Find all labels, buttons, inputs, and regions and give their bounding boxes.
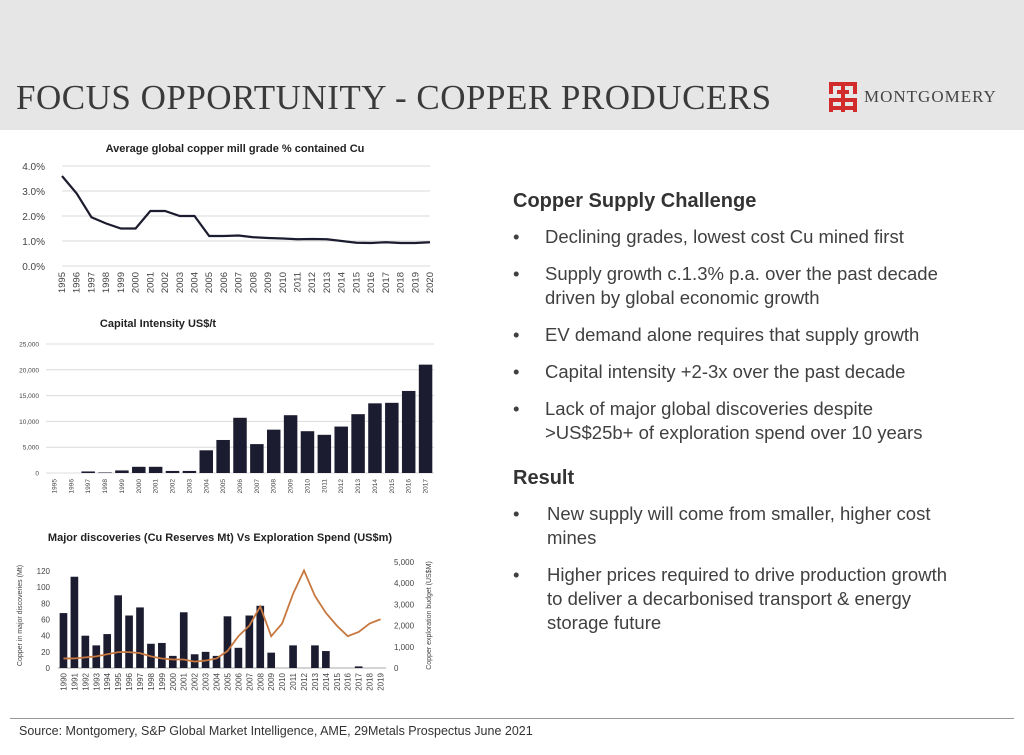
- capital-intensity-chart: [10, 315, 440, 500]
- x-tick-label: 1995: [114, 673, 124, 691]
- capital-intensity-bar: [385, 403, 398, 473]
- x-tick-label: 2016: [343, 673, 353, 691]
- x-tick-label: 1996: [68, 479, 76, 494]
- x-tick-label: 2005: [223, 673, 233, 691]
- capital-intensity-bar: [351, 414, 364, 473]
- y-tick-label: 25,000: [19, 341, 39, 349]
- x-tick-label: 1996: [71, 272, 83, 294]
- bullet-text-line: EV demand alone requires that supply growth: [545, 324, 920, 345]
- x-tick-label: 2006: [234, 673, 244, 691]
- y-tick-label: 5,000: [22, 444, 39, 452]
- bullet-dot: •: [513, 398, 520, 419]
- y-tick-label: 10,000: [19, 418, 39, 426]
- mill-grade-chart-title: Average global copper mill grade % contained Cu: [105, 143, 365, 155]
- x-tick-label: 2012: [307, 272, 319, 294]
- y2-tick-label: 3,000: [394, 600, 415, 610]
- x-tick-label: 1997: [86, 272, 98, 294]
- capital-intensity-bar: [318, 435, 331, 473]
- logo-text: MONTGOMERY: [864, 87, 997, 106]
- x-tick-label: 2008: [248, 272, 260, 294]
- discovery-bar: [267, 653, 275, 668]
- bullet-text-line: Capital intensity +2-3x over the past decade: [545, 361, 906, 382]
- x-tick-label: 1992: [81, 673, 91, 691]
- discoveries-vs-spend-chart-svg: [10, 525, 440, 710]
- y2-tick-label: 0: [394, 664, 399, 673]
- x-tick-label: 1993: [92, 673, 102, 691]
- discovery-bar: [71, 577, 79, 668]
- x-tick-label: 1997: [136, 673, 145, 691]
- bullet-item: [513, 502, 1003, 550]
- y-axis-label: Copper in major discoveries (Mt): [17, 564, 24, 667]
- y-tick-label: 20: [41, 647, 50, 657]
- source-note: Source: Montgomery, S&P Global Market Intelligence, AME, 29Metals Prospectus June 2021: [19, 724, 533, 738]
- x-tick-label: 1995: [57, 272, 68, 294]
- mill-grade-chart: [10, 138, 440, 298]
- bullet-text-line: Declining grades, lowest cost Cu mined first: [545, 226, 904, 247]
- x-tick-label: 2001: [179, 673, 189, 691]
- x-tick-label: 2012: [338, 479, 346, 494]
- x-tick-label: 1998: [101, 272, 113, 294]
- x-tick-label: 2013: [355, 479, 363, 494]
- y-tick-label: 0: [35, 470, 39, 478]
- y-tick-label: 2.0%: [22, 212, 45, 223]
- x-tick-label: 2012: [300, 673, 309, 691]
- result-heading: Result: [513, 467, 575, 489]
- x-tick-label: 2008: [256, 673, 266, 691]
- y2-axis-label: Copper exploration budget (US$M): [426, 561, 433, 670]
- discovery-bar: [246, 616, 254, 669]
- bullet-text-line: Supply growth c.1.3% p.a. over the past decade: [545, 263, 938, 284]
- supply-challenge-list: [513, 225, 1003, 445]
- discovery-bar: [125, 616, 133, 669]
- header-band: [0, 0, 1024, 130]
- x-tick-label: 2019: [410, 272, 422, 294]
- x-tick-label: 1999: [157, 673, 167, 691]
- x-tick-label: 2011: [289, 673, 299, 691]
- y-tick-label: 0: [45, 664, 50, 673]
- bullet-dot: •: [513, 263, 520, 284]
- capital-intensity-bar: [250, 444, 263, 473]
- x-tick-label: 1998: [102, 479, 110, 494]
- bullet-text-line: Lack of major global discoveries despite: [545, 398, 874, 419]
- capital-intensity-bar: [149, 467, 162, 473]
- x-tick-label: 2010: [304, 479, 312, 494]
- bullet-dot: •: [513, 324, 520, 345]
- capital-intensity-bar: [183, 471, 196, 473]
- y-tick-label: 0.0%: [22, 262, 45, 273]
- bullet-text-line: storage future: [547, 612, 662, 633]
- montgomery-logo: [828, 80, 997, 114]
- bullet-text-line: >US$25b+ of exploration spend over 10 years: [545, 422, 923, 443]
- capital-intensity-bar: [368, 403, 381, 473]
- mill-grade-chart-svg: [10, 138, 440, 298]
- x-tick-label: 2000: [168, 673, 178, 691]
- y2-tick-label: 1,000: [394, 642, 415, 652]
- x-tick-label: 2018: [365, 673, 375, 691]
- x-tick-label: 2002: [190, 673, 200, 691]
- x-tick-label: 1994: [103, 673, 113, 691]
- commentary-panel: [513, 190, 1003, 635]
- capital-intensity-bar: [216, 440, 229, 473]
- x-tick-label: 2015: [388, 479, 396, 494]
- y2-tick-label: 2,000: [394, 621, 415, 631]
- bullet-text-line: Higher prices required to drive production growth: [547, 564, 948, 585]
- x-tick-label: 2010: [278, 673, 288, 691]
- capital-intensity-bar: [402, 391, 415, 473]
- result-list: [513, 502, 1003, 635]
- x-tick-label: 2003: [186, 479, 194, 494]
- capital-intensity-bar: [98, 472, 111, 473]
- footer-divider: [10, 718, 1014, 719]
- x-tick-label: 1999: [115, 272, 127, 294]
- discovery-bar: [224, 616, 232, 668]
- x-tick-label: 2005: [220, 479, 228, 494]
- bullet-item: [513, 397, 1003, 445]
- y-tick-label: 3.0%: [22, 187, 45, 198]
- y-tick-label: 120: [36, 567, 50, 577]
- bullet-item: [513, 262, 1003, 310]
- x-tick-label: 2007: [253, 479, 261, 494]
- x-tick-label: 2002: [169, 479, 177, 494]
- bullet-item: [513, 323, 1003, 347]
- x-tick-label: 2011: [292, 272, 304, 293]
- capital-intensity-chart-svg: [10, 315, 440, 500]
- x-tick-label: 2015: [332, 673, 342, 691]
- capital-intensity-bar: [115, 470, 128, 473]
- capital-intensity-bar: [301, 431, 314, 473]
- x-tick-label: 2006: [237, 479, 244, 494]
- discovery-bar: [235, 648, 243, 668]
- capital-intensity-bar: [284, 415, 297, 473]
- x-tick-label: 2018: [395, 272, 407, 294]
- bullet-dot: •: [513, 564, 520, 585]
- x-tick-label: 2014: [321, 673, 331, 691]
- discovery-bar: [289, 645, 297, 668]
- x-tick-label: 2000: [135, 479, 143, 494]
- x-tick-label: 1991: [70, 673, 80, 691]
- capital-intensity-chart-title: Capital Intensity US$/t: [99, 318, 217, 330]
- bullet-item: [513, 563, 1003, 635]
- capital-intensity-bar: [267, 430, 280, 473]
- x-tick-label: 2008: [270, 479, 278, 494]
- x-tick-label: 1995: [51, 479, 59, 494]
- x-tick-label: 2003: [174, 272, 186, 294]
- discoveries-vs-spend-chart: [10, 525, 440, 710]
- capital-intensity-bar: [334, 427, 347, 473]
- bullet-text-line: to deliver a decarbonised transport & energy: [547, 588, 912, 609]
- x-tick-label: 2017: [422, 479, 430, 494]
- capital-intensity-bar: [419, 365, 432, 473]
- discovery-bar: [355, 666, 363, 668]
- capital-intensity-bar: [81, 471, 94, 473]
- x-tick-label: 2000: [130, 272, 142, 294]
- y2-tick-label: 4,000: [394, 579, 415, 589]
- y-tick-label: 100: [36, 583, 50, 593]
- bullet-dot: •: [513, 226, 520, 247]
- x-tick-label: 2004: [212, 673, 222, 691]
- x-tick-label: 1990: [59, 673, 69, 691]
- x-tick-label: 2004: [203, 479, 211, 494]
- y-tick-label: 40: [41, 631, 50, 641]
- montgomery-logo-icon: [828, 80, 858, 114]
- y-tick-label: 80: [41, 599, 50, 609]
- page-title: FOCUS OPPORTUNITY - COPPER PRODUCERS: [16, 78, 772, 117]
- x-tick-label: 2014: [336, 272, 348, 294]
- x-tick-label: 2016: [366, 272, 378, 294]
- y-tick-label: 60: [41, 615, 50, 625]
- bullet-text-line: mines: [547, 527, 597, 548]
- x-tick-label: 2009: [287, 479, 295, 494]
- x-tick-label: 2013: [321, 272, 333, 294]
- y-tick-label: 1.0%: [22, 237, 45, 248]
- discovery-bar: [114, 595, 122, 668]
- bullet-dot: •: [513, 361, 520, 382]
- bullet-item: [513, 225, 1003, 249]
- discovery-bar: [82, 636, 90, 668]
- x-tick-label: 1999: [118, 479, 126, 494]
- discovery-bar: [322, 651, 330, 668]
- bullet-dot: •: [513, 503, 520, 524]
- capital-intensity-bar: [132, 467, 145, 473]
- discovery-bar: [60, 613, 68, 668]
- x-tick-label: 2015: [351, 272, 363, 294]
- y-tick-label: 15,000: [19, 393, 39, 401]
- x-tick-label: 1996: [125, 673, 135, 691]
- discovery-bar: [311, 645, 319, 668]
- y-tick-label: 20,000: [19, 367, 39, 375]
- x-tick-label: 2009: [263, 272, 275, 294]
- x-tick-label: 2009: [267, 673, 277, 691]
- grade-line: [62, 176, 430, 243]
- x-tick-label: 2003: [201, 673, 211, 691]
- x-tick-label: 2004: [189, 272, 201, 294]
- y-tick-label: 4.0%: [22, 162, 45, 173]
- x-tick-label: 2007: [233, 272, 245, 294]
- x-tick-label: 2011: [321, 479, 329, 493]
- bullet-item: [513, 360, 1003, 384]
- x-tick-label: 2017: [380, 272, 392, 294]
- discoveries-chart-title: Major discoveries (Cu Reserves Mt) Vs Exploration Spend (US$m): [47, 532, 393, 544]
- discovery-bar: [136, 607, 144, 668]
- discovery-bar: [103, 634, 111, 668]
- x-tick-label: 2007: [245, 673, 255, 691]
- x-tick-label: 2010: [277, 272, 289, 294]
- discovery-bar: [158, 643, 166, 668]
- capital-intensity-bar: [166, 471, 179, 473]
- capital-intensity-bar: [200, 450, 213, 473]
- x-tick-label: 2001: [145, 272, 157, 294]
- x-tick-label: 2020: [425, 272, 436, 294]
- capital-intensity-bar: [233, 418, 246, 473]
- discovery-bar: [169, 656, 177, 668]
- x-tick-label: 2017: [354, 673, 364, 691]
- bullet-text-line: driven by global economic growth: [545, 287, 820, 308]
- bullet-text-line: New supply will come from smaller, higher cost: [547, 503, 931, 524]
- x-tick-label: 1997: [85, 479, 93, 494]
- x-tick-label: 2002: [160, 272, 172, 294]
- x-tick-label: 2005: [204, 272, 216, 294]
- x-tick-label: 2016: [405, 479, 413, 494]
- x-tick-label: 2001: [152, 479, 160, 494]
- y2-tick-label: 5,000: [394, 558, 415, 567]
- x-tick-label: 2013: [310, 673, 320, 691]
- x-tick-label: 1998: [146, 673, 156, 691]
- x-tick-label: 2014: [371, 479, 379, 494]
- x-tick-label: 2006: [218, 272, 230, 294]
- supply-challenge-heading: Copper Supply Challenge: [513, 190, 757, 212]
- x-tick-label: 2019: [376, 673, 386, 691]
